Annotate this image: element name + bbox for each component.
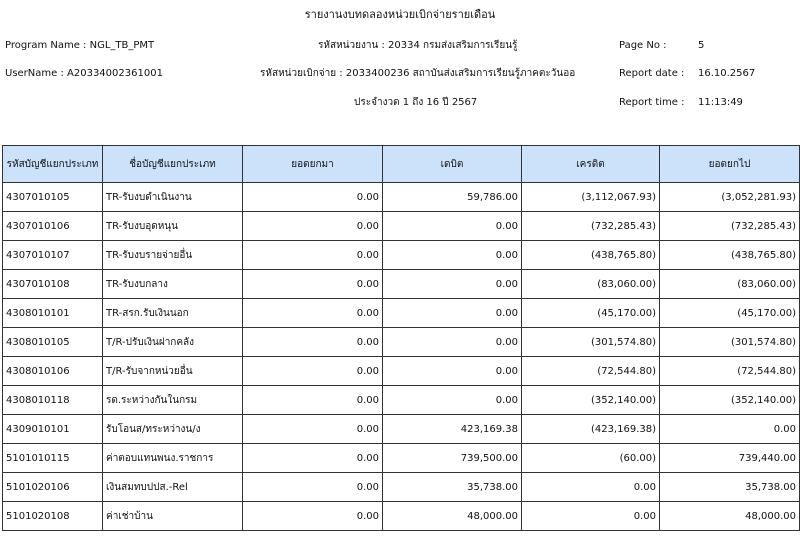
table-row (3, 299, 800, 328)
credit: (301,574.80) (522, 328, 660, 357)
table-row (3, 212, 800, 241)
closing-balance: (45,170.00) (660, 299, 800, 328)
opening-balance: 0.00 (243, 270, 383, 299)
report-period: ประจำงวด 1 ถึง 16 ปี 2567 (354, 97, 478, 108)
closing-balance: 35,738.00 (660, 473, 800, 502)
debit: 0.00 (383, 328, 522, 357)
debit: 0.00 (383, 357, 522, 386)
account-code: 4307010106 (3, 212, 103, 241)
account-code: 4307010105 (3, 183, 103, 212)
table-header-row (3, 146, 800, 183)
page-no-value: 5 (698, 40, 705, 51)
opening-balance: 0.00 (243, 444, 383, 473)
table-row (3, 386, 800, 415)
account-code: 5101020106 (3, 473, 103, 502)
closing-balance: (3,052,281.93) (660, 183, 800, 212)
closing-balance: (352,140.00) (660, 386, 800, 415)
closing-balance: (72,544.80) (660, 357, 800, 386)
table-row (3, 328, 800, 357)
debit: 423,169.38 (383, 415, 522, 444)
page-no-label: Page No : (619, 40, 667, 51)
closing-balance: 0.00 (660, 415, 800, 444)
opening-balance: 0.00 (243, 299, 383, 328)
account-code: 4308010101 (3, 299, 103, 328)
debit: 48,000.00 (383, 502, 522, 531)
report-time-label: Report time : (619, 97, 685, 108)
account-name: TR-รับงบกลาง (103, 270, 243, 299)
debit: 0.00 (383, 241, 522, 270)
user-name: UserName : A20334002361001 (5, 68, 163, 79)
closing-balance: 739,440.00 (660, 444, 800, 473)
opening-balance: 0.00 (243, 473, 383, 502)
account-name: T/R-ปรับเงินฝากคลัง (103, 328, 243, 357)
account-name: T/R-รับจากหน่วยอื่น (103, 357, 243, 386)
credit: (423,169.38) (522, 415, 660, 444)
debit: 0.00 (383, 270, 522, 299)
credit: (438,765.80) (522, 241, 660, 270)
account-code: 4307010108 (3, 270, 103, 299)
opening-balance: 0.00 (243, 386, 383, 415)
col-header-debit: เดบิต (383, 146, 522, 183)
account-code: 5101010115 (3, 444, 103, 473)
account-code: 5101020108 (3, 502, 103, 531)
opening-balance: 0.00 (243, 183, 383, 212)
closing-balance: (438,765.80) (660, 241, 800, 270)
credit: 0.00 (522, 473, 660, 502)
account-code: 4308010118 (3, 386, 103, 415)
col-header-closing-balance: ยอดยกไป (660, 146, 800, 183)
account-name: TR-รับงบรายจ่ายอื่น (103, 241, 243, 270)
credit: (352,140.00) (522, 386, 660, 415)
col-header-account-name: ชื่อบัญชีแยกประเภท (103, 146, 243, 183)
table-row (3, 415, 800, 444)
debit: 0.00 (383, 386, 522, 415)
opening-balance: 0.00 (243, 357, 383, 386)
credit: (732,285.43) (522, 212, 660, 241)
opening-balance: 0.00 (243, 415, 383, 444)
table-row (3, 357, 800, 386)
closing-balance: (732,285.43) (660, 212, 800, 241)
trial-balance-table (2, 145, 800, 531)
opening-balance: 0.00 (243, 241, 383, 270)
debit: 0.00 (383, 299, 522, 328)
debit: 0.00 (383, 212, 522, 241)
report-time-value: 11:13:49 (698, 97, 743, 108)
opening-balance: 0.00 (243, 328, 383, 357)
account-name: รด.ระหว่างกันในกรม (103, 386, 243, 415)
account-code: 4309010101 (3, 415, 103, 444)
table-row (3, 241, 800, 270)
account-name: รับโอนส/ทระหว่างน/ง (103, 415, 243, 444)
table-row (3, 444, 800, 473)
credit: 0.00 (522, 502, 660, 531)
program-name: Program Name : NGL_TB_PMT (5, 40, 155, 51)
closing-balance: 48,000.00 (660, 502, 800, 531)
credit: (72,544.80) (522, 357, 660, 386)
opening-balance: 0.00 (243, 502, 383, 531)
col-header-account-code: รหัสบัญชีแยกประเภท (3, 146, 103, 183)
table-row (3, 183, 800, 212)
credit: (45,170.00) (522, 299, 660, 328)
report-title: รายงานงบทดลองหน่วยเบิกจ่ายรายเดือน (304, 8, 496, 21)
closing-balance: (301,574.80) (660, 328, 800, 357)
debit: 35,738.00 (383, 473, 522, 502)
agency-code: รหัสหน่วยงาน : 20334 กรมส่งเสริมการเรียนรู้ (318, 40, 518, 51)
account-code: 4308010105 (3, 328, 103, 357)
col-header-opening-balance: ยอดยกมา (243, 146, 383, 183)
account-name: TR-รับงบดำเนินงาน (103, 183, 243, 212)
table-row (3, 502, 800, 531)
debit: 59,786.00 (383, 183, 522, 212)
debit: 739,500.00 (383, 444, 522, 473)
closing-balance: (83,060.00) (660, 270, 800, 299)
account-name: ค่าเช่าบ้าน (103, 502, 243, 531)
account-name: TR-รับงบอุดหนุน (103, 212, 243, 241)
table-row (3, 270, 800, 299)
report-date-value: 16.10.2567 (698, 68, 756, 79)
credit: (60.00) (522, 444, 660, 473)
disbursement-unit: รหัสหน่วยเบิกจ่าย : 2033400236 สถาบันส่งเสริมการเรียนรู้ภาคตะวันออ (260, 68, 576, 79)
account-name: TR-สรก.รับเงินนอก (103, 299, 243, 328)
table-row (3, 473, 800, 502)
credit: (83,060.00) (522, 270, 660, 299)
col-header-credit: เครดิต (522, 146, 660, 183)
account-code: 4307010107 (3, 241, 103, 270)
account-name: เงินสมทบปปส.-Rel (103, 473, 243, 502)
account-code: 4308010106 (3, 357, 103, 386)
opening-balance: 0.00 (243, 212, 383, 241)
account-name: ค่าตอบแทนพนง.ราชการ (103, 444, 243, 473)
report-date-label: Report date : (619, 68, 685, 79)
credit: (3,112,067.93) (522, 183, 660, 212)
